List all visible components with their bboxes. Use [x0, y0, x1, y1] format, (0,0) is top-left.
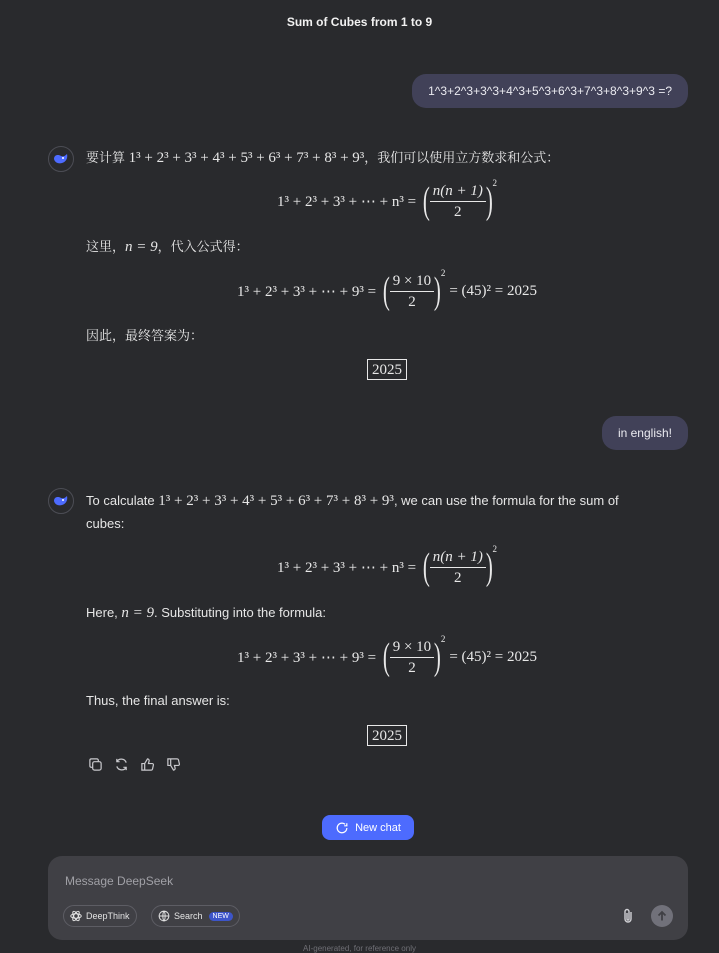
- formula-specific: [86, 634, 688, 680]
- copy-button[interactable]: [86, 755, 104, 773]
- exponent: 2: [492, 544, 497, 554]
- search-toggle[interactable]: [151, 905, 240, 927]
- exponent: 2: [440, 634, 446, 644]
- deepseek-logo-icon: [53, 495, 69, 507]
- fraction-denominator: 2: [408, 659, 416, 676]
- copy-icon: [88, 757, 103, 772]
- left-paren: (: [422, 180, 430, 222]
- search-label: Search: [174, 911, 203, 921]
- intro-suffix: , we can use the formula for the sum of: [393, 493, 619, 508]
- assistant-paragraph-line2: cubes:: [86, 516, 125, 531]
- footer-note: AI-generated, for reference only: [303, 944, 416, 953]
- assistant-paragraph: [86, 490, 619, 512]
- fraction: [430, 182, 486, 221]
- thumbs-up-icon: [140, 757, 155, 772]
- new-badge: NEW: [209, 912, 233, 921]
- assistant-paragraph: [86, 147, 559, 169]
- right-paren: ): [485, 180, 493, 222]
- intro-suffix: ，我们可以使用立方数求和公式：: [364, 150, 560, 165]
- left-paren: (: [382, 636, 390, 678]
- paperclip-icon: [622, 908, 634, 924]
- here-suffix: . Substituting into the formula:: [154, 605, 327, 620]
- attach-button[interactable]: [620, 906, 636, 926]
- right-paren: ): [434, 636, 441, 678]
- formula-general: [86, 544, 688, 590]
- fraction: [430, 548, 486, 587]
- assistant-paragraph: 因此，最终答案为：: [86, 328, 204, 343]
- exponent: 2: [440, 268, 446, 278]
- message-input[interactable]: [63, 870, 627, 892]
- left-paren: (: [382, 270, 390, 312]
- formula-specific: [86, 268, 688, 314]
- intro-prefix: To calculate: [86, 493, 155, 508]
- here-prefix: Here,: [86, 605, 122, 620]
- fraction-numerator: 9 × 10: [390, 638, 434, 658]
- fraction-numerator: 9 × 10: [390, 272, 434, 292]
- assistant-avatar: [48, 488, 74, 514]
- left-paren: (: [422, 546, 430, 588]
- fraction: [390, 272, 434, 311]
- right-paren: ): [434, 270, 441, 312]
- intro-prefix: 要计算: [86, 150, 126, 165]
- deepthink-icon: [70, 910, 82, 922]
- fraction: [390, 638, 434, 677]
- fraction-denominator: 2: [454, 203, 462, 220]
- formula-general: [86, 178, 688, 224]
- user-message-bubble: in english!: [602, 416, 688, 450]
- formula-rhs: = (45)² = 2025: [449, 282, 537, 299]
- new-chat-label: New chat: [355, 821, 401, 834]
- fraction-numerator: n(n + 1): [430, 548, 486, 568]
- formula-lhs: 1³ + 2³ + 3³ + ⋯ + n³ =: [277, 559, 417, 576]
- boxed-answer: 2025: [367, 359, 407, 380]
- assistant-paragraph: [86, 602, 326, 624]
- boxed-answer: 2025: [367, 725, 407, 746]
- globe-icon: [158, 910, 170, 922]
- formula-lhs: 1³ + 2³ + 3³ + ⋯ + 9³ =: [237, 283, 377, 300]
- new-chat-icon: [335, 821, 349, 835]
- assistant-paragraph: [86, 236, 249, 258]
- inline-math-n: n = 9: [125, 239, 158, 255]
- deepthink-label: DeepThink: [86, 911, 130, 921]
- inline-math-sum: 1³ + 2³ + 3³ + 4³ + 5³ + 6³ + 7³ + 8³ + 9³: [128, 150, 365, 166]
- thumbs-down-icon: [166, 757, 181, 772]
- assistant-paragraph: Thus, the final answer is:: [86, 693, 230, 708]
- deepseek-logo-icon: [53, 153, 69, 165]
- regenerate-icon: [114, 757, 129, 772]
- inline-math-n: n = 9: [121, 605, 155, 621]
- message-actions: [86, 755, 182, 773]
- exponent: 2: [492, 178, 497, 188]
- regenerate-button[interactable]: [112, 755, 130, 773]
- send-button[interactable]: [651, 905, 673, 927]
- formula-rhs: = (45)² = 2025: [449, 648, 537, 665]
- arrow-up-icon: [656, 910, 668, 922]
- fraction-denominator: 2: [408, 293, 416, 310]
- right-paren: ): [485, 546, 493, 588]
- like-button[interactable]: [138, 755, 156, 773]
- here-prefix: 这里，: [86, 239, 126, 254]
- user-message-bubble: 1^3+2^3+3^3+4^3+5^3+6^3+7^3+8^3+9^3 =?: [412, 74, 688, 108]
- formula-lhs: 1³ + 2³ + 3³ + ⋯ + n³ =: [277, 193, 417, 210]
- chat-title: Sum of Cubes from 1 to 9: [286, 15, 433, 29]
- new-chat-button[interactable]: [322, 815, 414, 840]
- fraction-numerator: n(n + 1): [430, 182, 486, 202]
- inline-math-sum: 1³ + 2³ + 3³ + 4³ + 5³ + 6³ + 7³ + 8³ + 9³: [158, 493, 394, 509]
- dislike-button[interactable]: [164, 755, 182, 773]
- deepthink-toggle[interactable]: [63, 905, 137, 927]
- assistant-avatar: [48, 146, 74, 172]
- formula-lhs: 1³ + 2³ + 3³ + ⋯ + 9³ =: [237, 649, 377, 666]
- message-composer: [48, 856, 688, 940]
- fraction-denominator: 2: [454, 569, 462, 586]
- here-suffix: ，代入公式得：: [157, 239, 249, 254]
